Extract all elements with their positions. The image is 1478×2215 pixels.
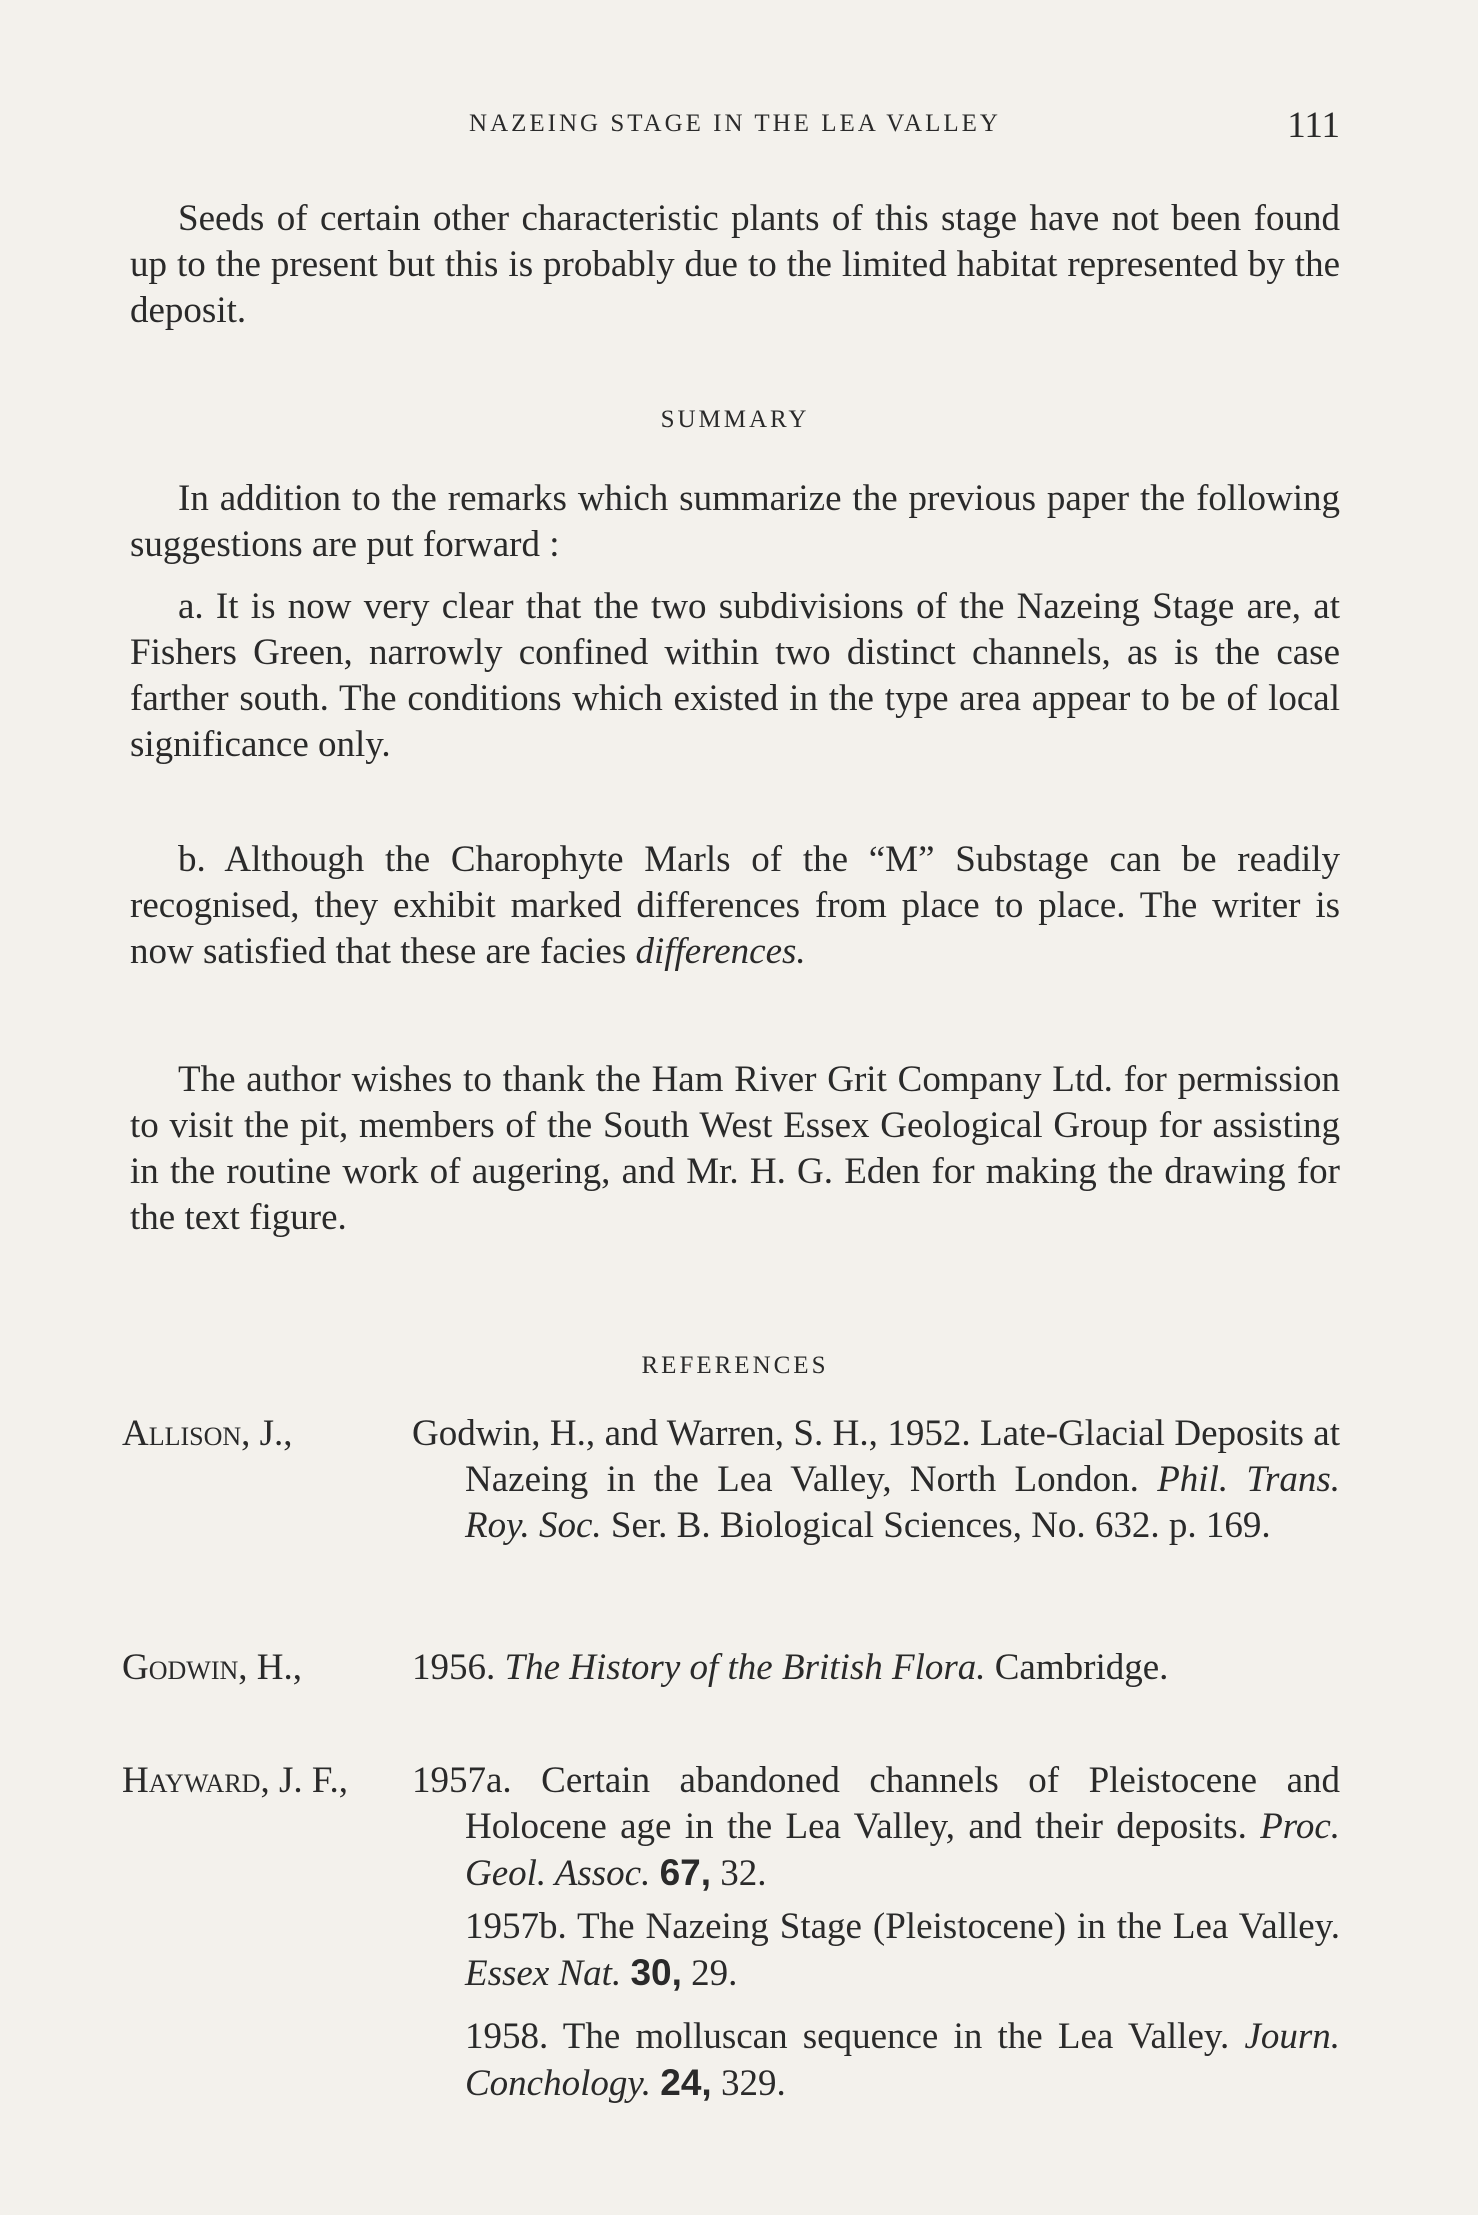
reference-entry [465,2014,1340,2107]
reference-journal: Proc. Geol. Assoc. [465,1806,1341,1894]
reference-volume: 30, [630,1952,682,1993]
reference-journal: Phil. Trans. Roy. Soc. [465,1459,1341,1546]
reference-journal: Essex Nat. [465,1953,622,1994]
point-b-italic: differences. [635,931,806,972]
page-number: 111 [1287,105,1340,146]
point-a-paragraph [130,584,1340,768]
reference-entry [412,1645,1340,1691]
summary-intro-text: In addition to the remarks which summarize the previous paper the following suggestions are put forward : [130,478,1340,565]
reference-page: 29. [691,1953,738,1994]
references-heading: REFERENCES [641,1352,829,1379]
reference-volume: 67, [659,1852,712,1893]
reference-publisher: Cambridge. [994,1647,1169,1688]
summary-intro-paragraph [130,476,1340,568]
reference-entry [412,1758,1340,1897]
reference-year: 1956. [412,1647,496,1688]
point-b-paragraph [130,837,1340,975]
reference-page: 329. [720,2063,786,2104]
reference-text: 1957a. Certain abandoned channels of Pleistocene and Holocene age in the Lea Valley, and their deposits. [412,1760,1340,1847]
intro-paragraph [130,196,1340,334]
reference-author: Allison, J., [122,1413,293,1454]
reference-entry [465,1904,1340,1997]
page-header [130,104,1340,154]
reference-volume: 24, [660,2062,712,2103]
reference-title: The History of the British Flora. [504,1647,986,1688]
reference-author: Hayward, J. F., [122,1760,348,1801]
running-title: NAZEING STAGE IN THE LEA VALLEY [469,110,1001,137]
intro-text: Seeds of certain other characteristic plants of this stage have not been found up to the present but this is probably due to the limited habitat represented by the deposit. [130,198,1340,331]
acknowledgement-text: The author wishes to thank the Ham River Grit Company Ltd. for permission to visit the pit, members of the South West Essex Geological Group for assisting in the routine work of augering, and Mr. H. G. Eden for making the drawing for the text figure. [130,1059,1340,1238]
reference-text: 1957b. The Nazeing Stage (Pleistocene) in the Lea Valley. [465,1906,1340,1947]
summary-heading: SUMMARY [660,406,810,433]
acknowledgement-paragraph [130,1057,1340,1241]
reference-page: 32. [720,1853,767,1894]
point-b-main: b. Although the Charophyte Marls of the “M” Substage can be readily recognised, they exhibit marked differences from place to place. The writer is now satisfied that these are facies [130,839,1340,972]
reference-author: Godwin, H., [122,1647,302,1688]
reference-text-tail: Ser. B. Biological Sciences, No. 632. p. 169. [610,1505,1271,1546]
point-a-text: a. It is now very clear that the two subdivisions of the Nazeing Stage are, at Fishers Green, narrowly confined within two distinct channels, as is the case farther south. The conditions which existed in the type area appear to be of local significance only. [130,586,1340,765]
reference-entry [412,1411,1340,1549]
point-b-text [130,837,1340,975]
reference-text: 1958. The molluscan sequence in the Lea Valley. [465,2016,1230,2057]
reference-journal: Journ. Conchology. [465,2016,1341,2104]
reference-text: Godwin, H., and Warren, S. H., 1952. Late-Glacial Deposits at Nazeing in the Lea Valley, North London. [412,1413,1340,1500]
